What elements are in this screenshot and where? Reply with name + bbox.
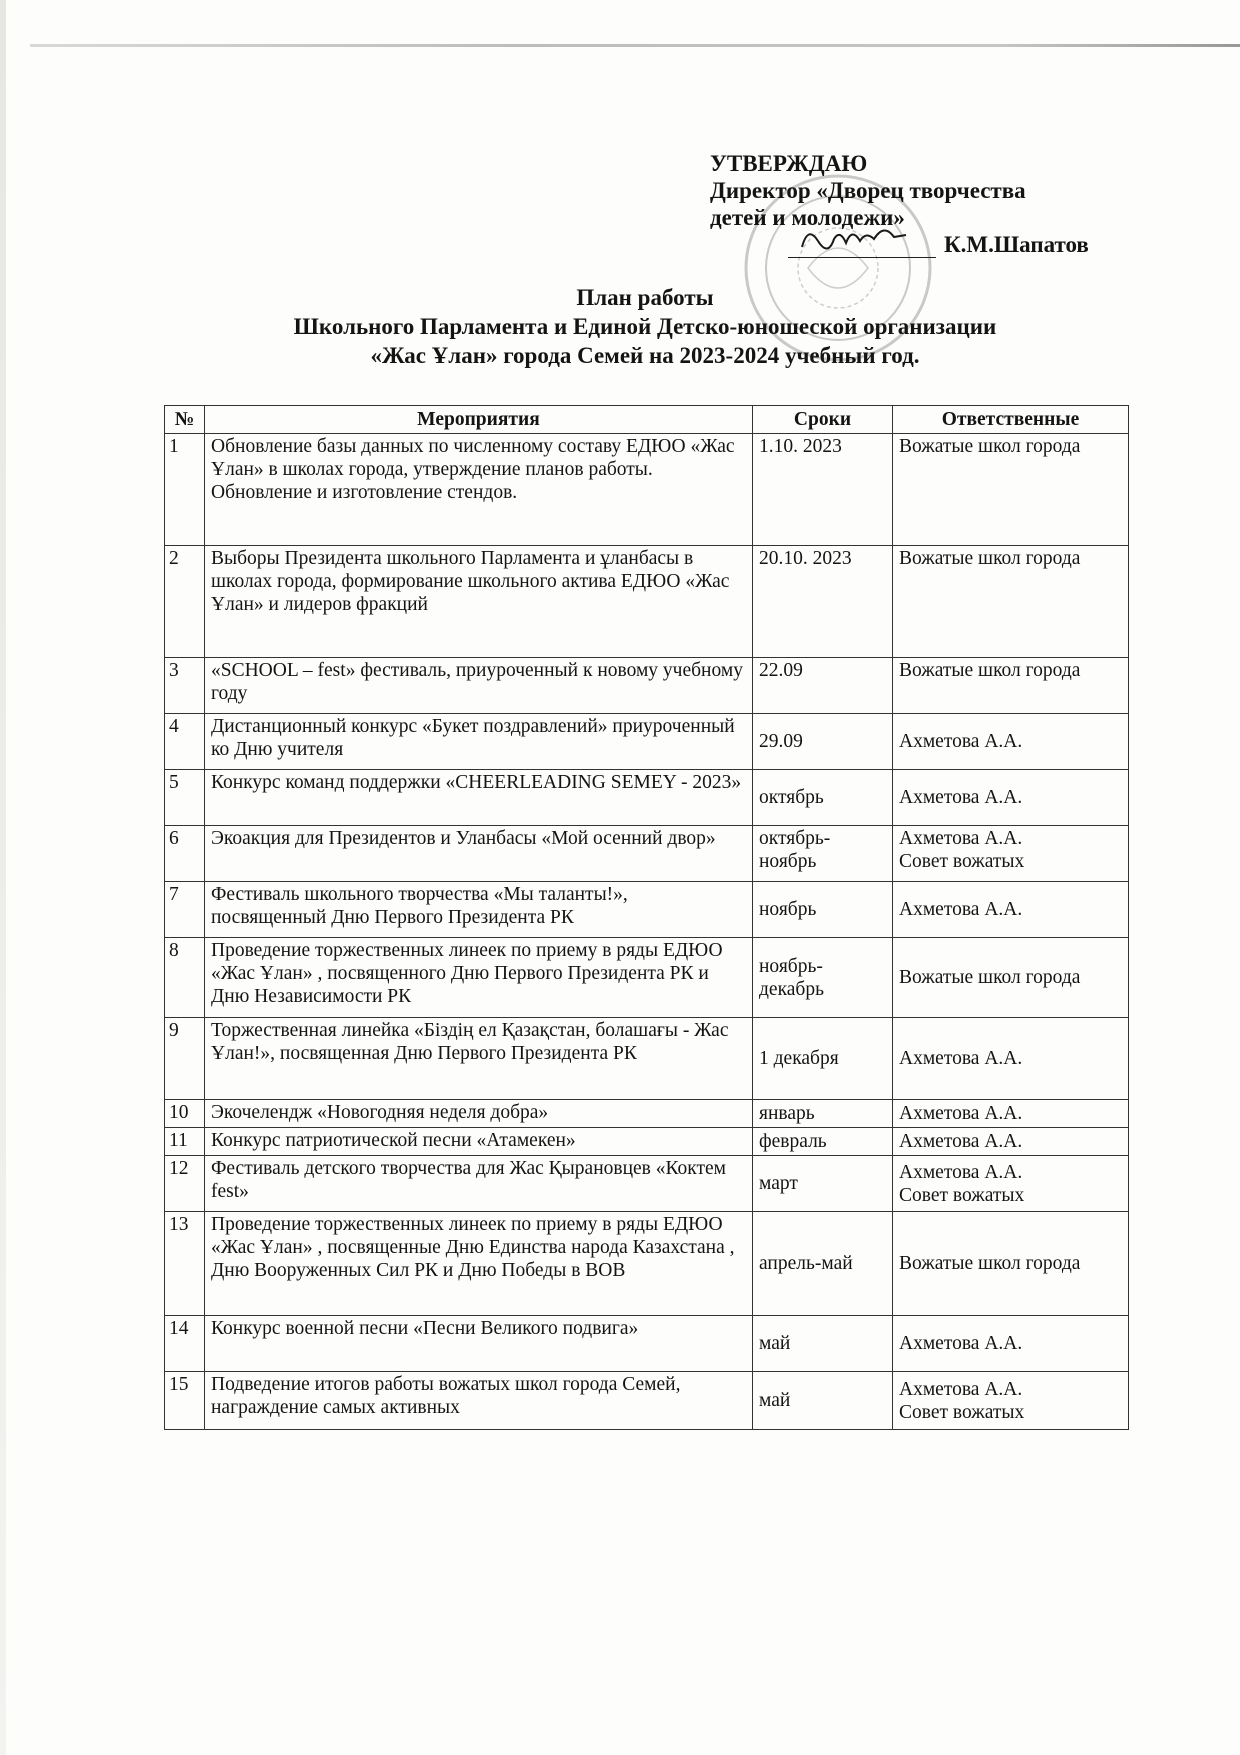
row-responsible: Ахметова А.А.	[893, 770, 1129, 826]
row-dates: май	[753, 1316, 893, 1372]
row-number: 8	[165, 938, 205, 1018]
row-dates: 29.09	[753, 714, 893, 770]
approval-position-line2: детей и молодежи»	[710, 205, 905, 230]
row-event: Конкурс команд поддержки «CHEERLEADING SEMEY - 2023»	[205, 770, 753, 826]
signature-line	[788, 239, 936, 258]
row-responsible: Вожатые школ города	[893, 546, 1129, 658]
table-row	[165, 1156, 1129, 1212]
row-event: Выборы Президента школьного Парламента и ұланбасы в школах города, формирование школьного актива ЕДЮО «Жас Ұлан» и лидеров фракций	[205, 546, 753, 658]
row-event: Фестиваль детского творчества для Жас Қырановцев «Коктем fest»	[205, 1156, 753, 1212]
table-row	[165, 1372, 1129, 1430]
row-number: 7	[165, 882, 205, 938]
header-responsible: Ответственные	[893, 406, 1129, 434]
row-responsible: Ахметова А.А.	[893, 1018, 1129, 1100]
row-event: Экочелендж «Новогодняя неделя добра»	[205, 1100, 753, 1128]
signer-name: К.М.Шапатов	[944, 232, 1089, 257]
row-dates: октябрь	[753, 770, 893, 826]
signature-row	[788, 231, 1130, 258]
row-dates: 20.10. 2023	[753, 546, 893, 658]
row-responsible: Вожатые школ города	[893, 938, 1129, 1018]
table-row	[165, 938, 1129, 1018]
approval-block	[710, 150, 1130, 258]
row-responsible: Вожатые школ города	[893, 434, 1129, 546]
row-dates: февраль	[753, 1128, 893, 1156]
row-number: 12	[165, 1156, 205, 1212]
row-dates: ноябрь	[753, 882, 893, 938]
row-responsible: Ахметова А.А. Совет вожатых	[893, 826, 1129, 882]
row-dates: март	[753, 1156, 893, 1212]
row-responsible: Ахметова А.А.	[893, 882, 1129, 938]
row-event: Фестиваль школьного творчества «Мы таланты!», посвященный Дню Первого Президента РК	[205, 882, 753, 938]
handwritten-signature	[794, 217, 914, 257]
table-row	[165, 770, 1129, 826]
row-number: 10	[165, 1100, 205, 1128]
row-event: Конкурс патриотической песни «Атамекен»	[205, 1128, 753, 1156]
row-responsible: Вожатые школ города	[893, 1212, 1129, 1316]
row-number: 9	[165, 1018, 205, 1100]
table-row	[165, 658, 1129, 714]
title-line-2: Школьного Парламента и Единой Детско-юношеской организации	[293, 314, 997, 339]
row-dates: 1.10. 2023	[753, 434, 893, 546]
row-event: Проведение торжественных линеек по приему в ряды ЕДЮО «Жас Ұлан» , посвященные Дню Единства народа Казахстана , Дню Вооруженных Сил РК и Дню Победы в ВОВ	[205, 1212, 753, 1316]
row-event: Проведение торжественных линеек по приему в ряды ЕДЮО «Жас Ұлан» , посвященного Дню Первого Президента РК и Дню Независимости РК	[205, 938, 753, 1018]
row-number: 5	[165, 770, 205, 826]
row-number: 13	[165, 1212, 205, 1316]
row-number: 14	[165, 1316, 205, 1372]
row-responsible: Ахметова А.А.	[893, 1100, 1129, 1128]
row-number: 6	[165, 826, 205, 882]
table-row	[165, 714, 1129, 770]
row-responsible: Ахметова А.А.	[893, 1316, 1129, 1372]
row-dates: октябрь-ноябрь	[753, 826, 893, 882]
row-number: 3	[165, 658, 205, 714]
plan-table-body	[165, 434, 1129, 1430]
row-responsible: Ахметова А.А.	[893, 714, 1129, 770]
row-dates: май	[753, 1372, 893, 1430]
scan-top-edge	[30, 44, 1240, 47]
row-responsible: Ахметова А.А.	[893, 1128, 1129, 1156]
title-line-3: «Жас Ұлан» города Семей на 2023-2024 учебный год.	[370, 343, 920, 368]
title-line-1: План работы	[576, 285, 714, 310]
row-number: 15	[165, 1372, 205, 1430]
table-row	[165, 1100, 1129, 1128]
row-number: 4	[165, 714, 205, 770]
table-row	[165, 546, 1129, 658]
plan-table	[164, 405, 1129, 1430]
approval-position-line1: Директор «Дворец творчества	[710, 178, 1026, 203]
scan-edge	[0, 0, 6, 1755]
row-number: 11	[165, 1128, 205, 1156]
table-row	[165, 882, 1129, 938]
row-dates: 22.09	[753, 658, 893, 714]
table-row	[165, 1128, 1129, 1156]
table-header-row	[165, 406, 1129, 434]
row-dates: январь	[753, 1100, 893, 1128]
table-row	[165, 1018, 1129, 1100]
row-event: Подведение итогов работы вожатых школ города Семей, награждение самых активных	[205, 1372, 753, 1430]
row-responsible: Вожатые школ города	[893, 658, 1129, 714]
table-row	[165, 1316, 1129, 1372]
row-event: «SCHOOL – fest» фестиваль, приуроченный к новому учебному году	[205, 658, 753, 714]
table-row	[165, 826, 1129, 882]
header-num: №	[165, 406, 205, 434]
header-dates: Сроки	[753, 406, 893, 434]
table-row	[165, 1212, 1129, 1316]
row-event: Торжественная линейка «Біздің ел Қазақстан, болашағы - Жас Ұлан!», посвященная Дню Первого Президента РК	[205, 1018, 753, 1100]
row-dates: апрель-май	[753, 1212, 893, 1316]
row-number: 1	[165, 434, 205, 546]
row-dates: ноябрь-декабрь	[753, 938, 893, 1018]
row-event: Дистанционный конкурс «Букет поздравлений» приуроченный ко Дню учителя	[205, 714, 753, 770]
header-event: Мероприятия	[205, 406, 753, 434]
row-event: Конкурс военной песни «Песни Великого подвига»	[205, 1316, 753, 1372]
row-responsible: Ахметова А.А. Совет вожатых	[893, 1372, 1129, 1430]
approval-heading: УТВЕРЖДАЮ	[710, 151, 868, 176]
row-event: Обновление базы данных по численному составу ЕДЮО «Жас Ұлан» в школах города, утверждение планов работы. Обновление и изготовление стендов.	[205, 434, 753, 546]
document-title	[160, 283, 1130, 370]
row-number: 2	[165, 546, 205, 658]
row-responsible: Ахметова А.А. Совет вожатых	[893, 1156, 1129, 1212]
table-row	[165, 434, 1129, 546]
row-dates: 1 декабря	[753, 1018, 893, 1100]
row-event: Экоакция для Президентов и Уланбасы «Мой осенний двор»	[205, 826, 753, 882]
